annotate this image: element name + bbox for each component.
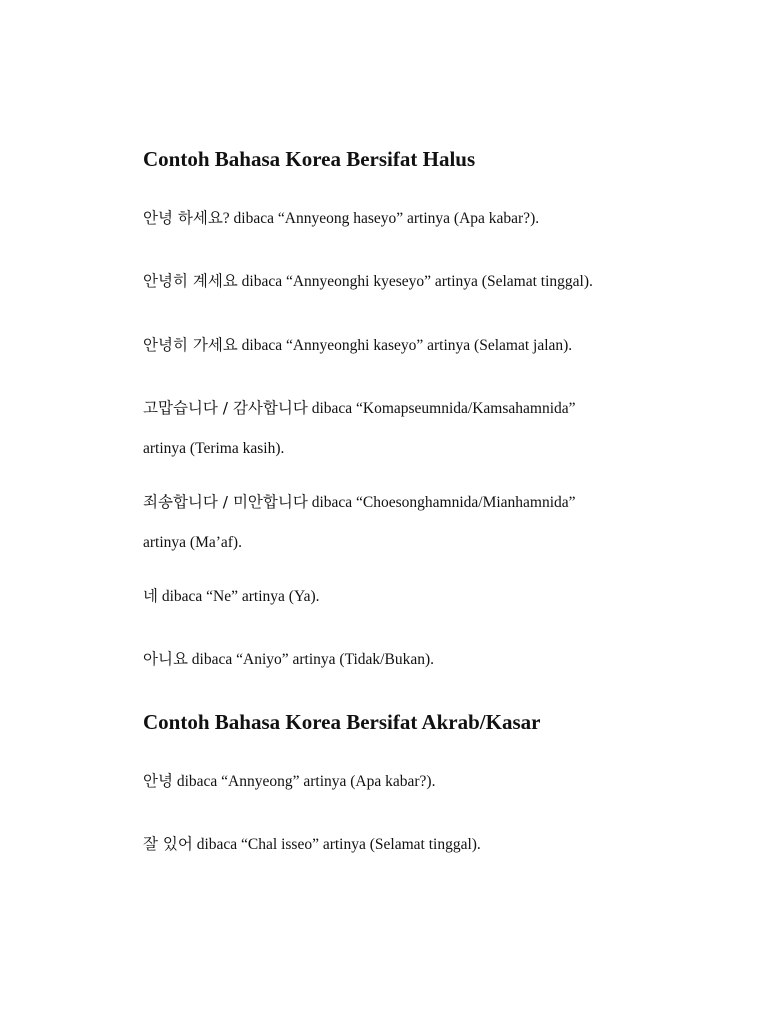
entry-annyeonghi-kyeseyo bbox=[143, 274, 593, 290]
entry-description: ? dibaca “Annyeong haseyo” artinya (Apa kabar?). bbox=[222, 210, 540, 227]
entry-aniyo bbox=[143, 652, 434, 668]
korean-phrase: 안녕 bbox=[143, 772, 173, 790]
korean-phrase: 네 bbox=[143, 587, 158, 605]
korean-phrase: 아니요 bbox=[143, 650, 188, 668]
korean-phrase: 안녕히 가세요 bbox=[143, 336, 238, 354]
entry-chal-isseo bbox=[143, 837, 481, 853]
korean-phrase: 잘 있어 bbox=[143, 835, 193, 853]
entry-annyeonghi-kaseyo bbox=[143, 338, 572, 354]
korean-phrase: 안녕 하세요 bbox=[143, 209, 223, 227]
entry-description: dibaca “Annyeonghi kyeseyo” artinya (Selamat tinggal). bbox=[237, 273, 593, 290]
korean-phrase: 고맙습니다 / 감사합니다 bbox=[143, 399, 308, 417]
entry-komapseumnida bbox=[143, 401, 576, 417]
entry-description: dibaca “Chal isseo” artinya (Selamat tinggal). bbox=[192, 836, 481, 853]
korean-phrase: 죄송합니다 / 미안합니다 bbox=[143, 493, 308, 511]
entry-description: dibaca “Komapseumnida/Kamsahamnida” bbox=[307, 400, 576, 417]
section-heading-akrab: Contoh Bahasa Korea Bersifat Akrab/Kasar bbox=[143, 710, 541, 734]
entry-ne bbox=[143, 589, 320, 605]
entry-description: dibaca “Annyeonghi kaseyo” artinya (Selamat jalan). bbox=[237, 337, 573, 354]
korean-phrase: 안녕히 계세요 bbox=[143, 272, 238, 290]
entry-komapseumnida-continuation: artinya (Terima kasih). bbox=[143, 440, 285, 457]
entry-annyeong-haseyo bbox=[143, 211, 539, 227]
entry-description: dibaca “Ne” artinya (Ya). bbox=[157, 588, 320, 605]
entry-choesonghamnida-continuation: artinya (Ma’af). bbox=[143, 534, 242, 551]
entry-description: dibaca “Annyeong” artinya (Apa kabar?). bbox=[172, 773, 436, 790]
entry-annyeong bbox=[143, 774, 435, 790]
entry-description: dibaca “Aniyo” artinya (Tidak/Bukan). bbox=[187, 651, 434, 668]
entry-description: dibaca “Choesonghamnida/Mianhamnida” bbox=[307, 494, 576, 511]
entry-choesonghamnida bbox=[143, 495, 576, 511]
section-heading-halus: Contoh Bahasa Korea Bersifat Halus bbox=[143, 147, 476, 171]
